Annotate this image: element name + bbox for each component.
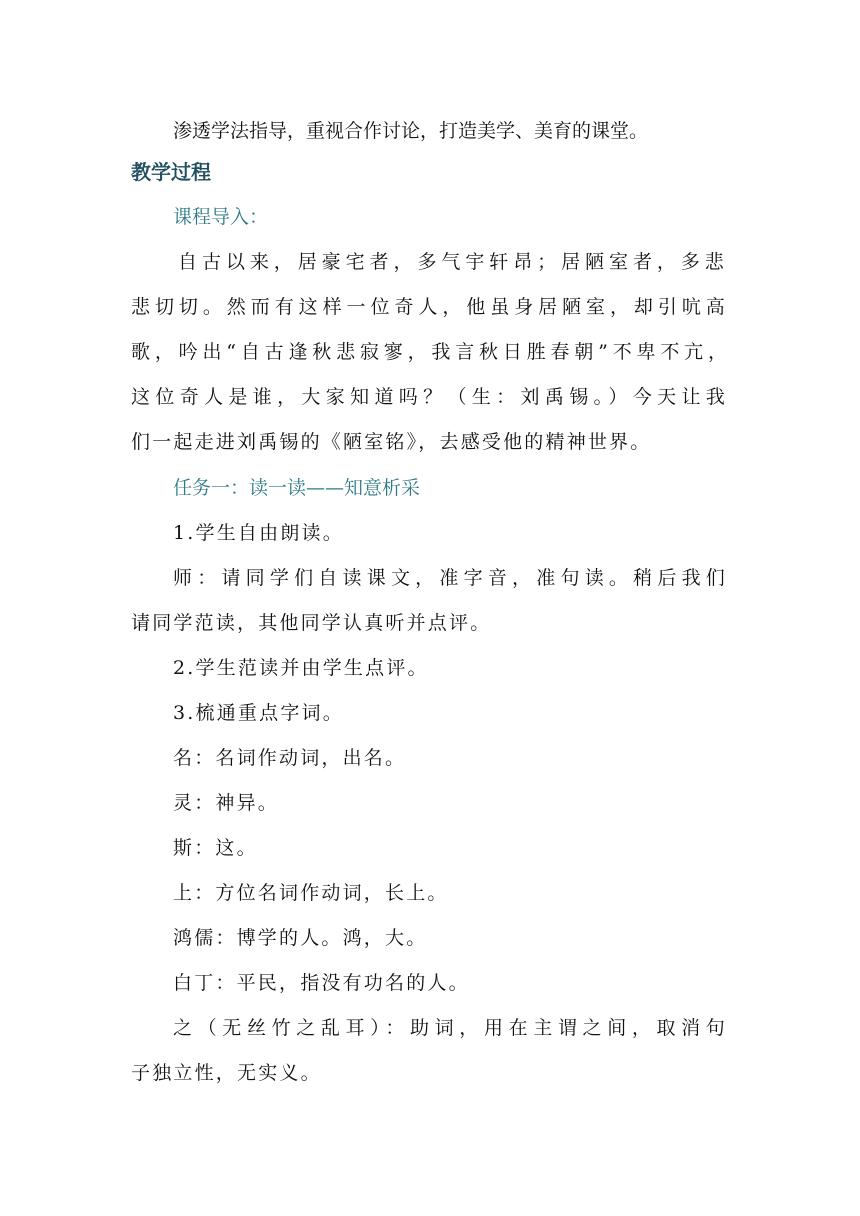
vocab-zhi-line-1: 之（无丝竹之乱耳）：助词，用在主谓之间，取消句 [173,1017,727,1039]
section-heading-teaching-process: 教学过程 [131,160,211,184]
paragraph-line-5: 们一起走进刘禹锡的《陋室铭》，去感受他的精神世界。 [131,431,652,453]
vocab-shang: 上：方位名词作动词，长上。 [173,882,449,904]
vocab-ling: 灵：神异。 [173,792,280,814]
intro-sentence: 渗透学法指导，重视合作讨论，打造美学、美育的课堂。 [173,120,649,142]
step-1: 1.学生自由朗读。 [173,522,344,544]
paragraph-line-3: 歌，吟出“自古逢秋悲寂寥，我言秋日胜春朝”不卑不亢， [131,341,727,363]
teacher-line-1: 师：请同学们自读课文，准字音，准句读。稍后我们 [173,567,727,589]
subheading-course-intro: 课程导入： [173,206,269,228]
vocab-si: 斯：这。 [173,837,258,859]
paragraph-line-1: 自古以来，居豪宅者，多气宇轩昂；居陋室者，多悲 [178,251,726,273]
subheading-task-one: 任务一：读一读——知意析采 [173,477,421,499]
vocab-ming: 名：名词作动词，出名。 [173,747,407,769]
vocab-baiding: 白丁：平民，指没有功名的人。 [173,972,470,994]
step-2: 2.学生范读并由学生点评。 [173,657,429,679]
paragraph-line-4: 这位奇人是谁，大家知道吗？（生：刘禹锡。）今天让我 [131,386,727,408]
step-3: 3.梳通重点字词。 [173,702,344,724]
vocab-zhi-line-2: 子独立性，无实义。 [131,1062,322,1084]
teacher-line-2: 请同学范读，其他同学认真听并点评。 [131,612,492,634]
paragraph-line-2: 悲切切。然而有这样一位奇人，他虽身居陋室，却引吭高 [131,296,727,318]
vocab-hongru: 鸿儒：博学的人。鸿，大。 [173,927,428,949]
